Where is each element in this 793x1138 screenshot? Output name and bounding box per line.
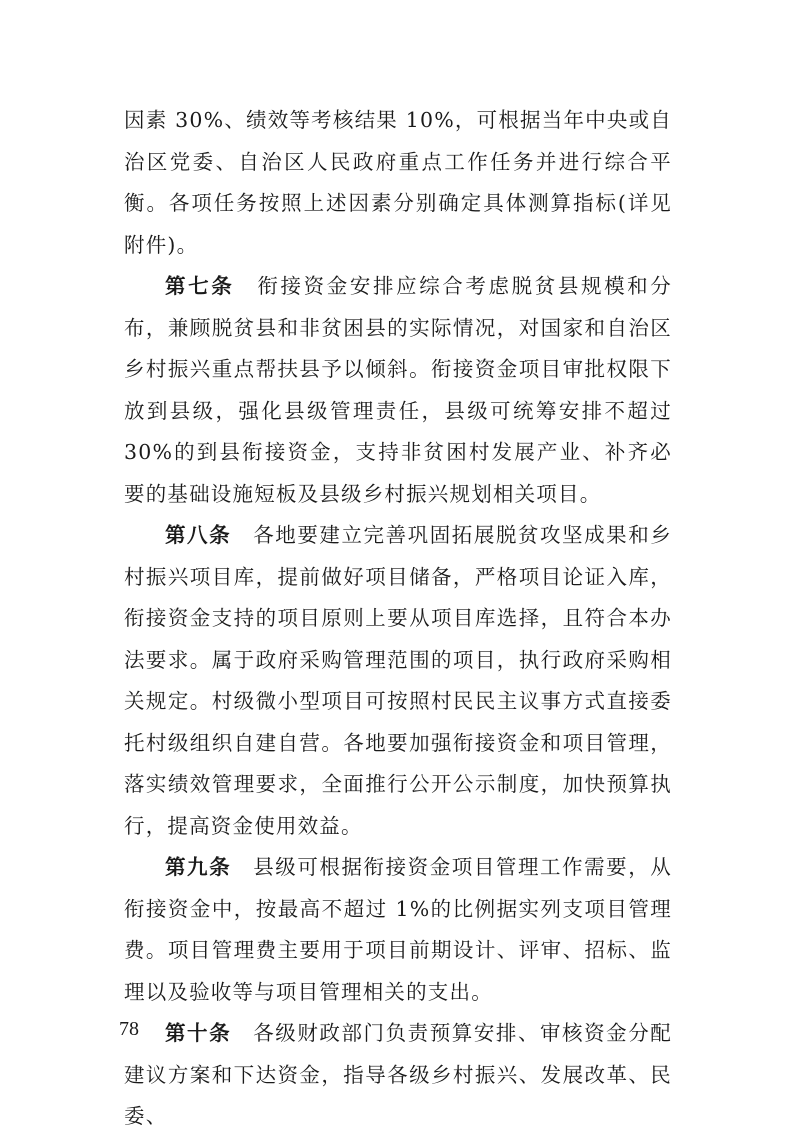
article-spacer (231, 523, 253, 547)
article-10 (124, 1013, 672, 1138)
article-heading: 第七条 (165, 274, 235, 298)
article-spacer (231, 855, 253, 879)
paragraph-text: 衔接资金安排应综合考虑脱贫县规模和分布，兼顾脱贫县和非贫困县的实际情况，对国家和自治区乡村振兴重点帮扶县予以倾斜。衔接资金项目审批权限下放到县级，强化县级管理责任，县级可统筹安排不超过 30%的到县衔接资金，支持非贫困村发展产业、补齐必要的基础设施短板及县级乡村振兴规划相关项目。 (124, 274, 672, 506)
paragraph-continuation (124, 100, 672, 266)
article-spacer (231, 1021, 253, 1045)
article-8 (124, 515, 672, 847)
article-9 (124, 847, 672, 1013)
paragraph-text: 因素 30%、绩效等考核结果 10%，可根据当年中央或自治区党委、自治区人民政府重点工作任务并进行综合平衡。各项任务按照上述因素分别确定具体测算指标(详见附件)。 (124, 108, 672, 257)
paragraph-text: 各地要建立完善巩固拓展脱贫攻坚成果和乡村振兴项目库，提前做好项目储备，严格项目论证入库，衔接资金支持的项目原则上要从项目库选择，且符合本办法要求。属于政府采购管理范围的项目，执行政府采购相关规定。村级微小型项目可按照村民民主议事方式直接委托村级组织自建自营。各地要加强衔接资金和项目管理，落实绩效管理要求，全面推行公开公示制度，加快预算执行，提高资金使用效益。 (124, 523, 672, 838)
article-heading: 第十条 (165, 1021, 232, 1045)
paragraph-text: 县级可根据衔接资金项目管理工作需要，从衔接资金中，按最高不超过 1%的比例据实列支项目管理费。项目管理费主要用于项目前期设计、评审、招标、监理以及验收等与项目管理相关的支出。 (124, 855, 672, 1004)
article-7 (124, 266, 672, 515)
page-number: 78 (119, 1018, 139, 1040)
article-heading: 第九条 (165, 855, 232, 879)
body-text (124, 100, 672, 1138)
paragraph-text: 各级财政部门负责预算安排、审核资金分配建议方案和下达资金，指导各级乡村振兴、发展改革、民委、 (124, 1021, 672, 1128)
article-spacer (234, 274, 256, 298)
article-heading: 第八条 (165, 523, 232, 547)
